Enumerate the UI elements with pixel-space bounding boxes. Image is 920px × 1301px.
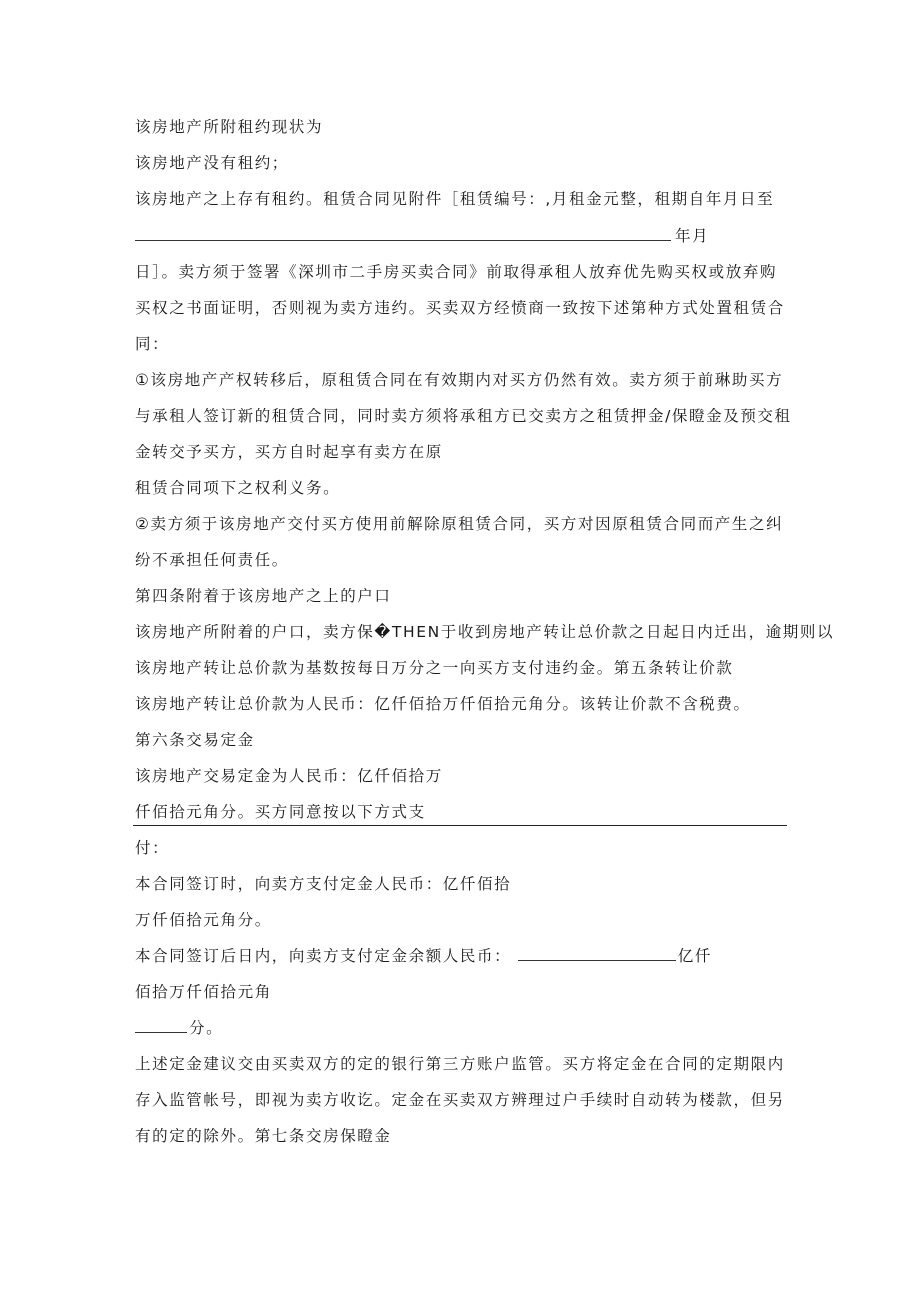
text-line: 上述定金建议交由买卖双方的定的银行第三方账户监管。买方将定金在合同的定期限内 xyxy=(135,1055,785,1073)
text-line: 该房地产转让总价款为人民币：亿仟佰拾万仟佰拾元角分。该转让价款不含税费。 xyxy=(135,695,751,713)
text-line: 年月 xyxy=(675,227,710,245)
text-line: 该房地产所附租约现状为 xyxy=(135,118,324,136)
text-line: 本合同签订时，向卖方支付定金人民币：亿仟佰拾 xyxy=(135,875,512,893)
fill-in-blank xyxy=(518,946,676,961)
horizontal-rule xyxy=(133,825,787,826)
text-line-with-blank xyxy=(135,946,712,966)
text-line: 同： xyxy=(135,335,170,353)
section-heading: 第六条交易定金 xyxy=(135,731,255,749)
text-segment: 亿仟 xyxy=(677,947,712,965)
fill-in-blank xyxy=(135,240,671,241)
text-line: ①该房地产产权转移后，原租赁合同在有效期内对买方仍然有效。卖方须于前琳助买方 xyxy=(135,371,784,389)
text-line: 该房地产交易定金为人民币：亿仟佰拾万 xyxy=(135,767,443,785)
text-line: 付： xyxy=(135,839,170,857)
text-line: 仟佰拾元角分。买方同意按以下方式支 xyxy=(135,803,426,821)
text-segment: 分。 xyxy=(189,1019,224,1037)
text-line: 该房地产之上存有租约。租赁合同见附件［租赁编号：,月租金元整，租期自年月日至 xyxy=(135,190,775,208)
text-line: 万仟佰拾元角分。 xyxy=(135,911,272,929)
text-line: 买权之书面证明，否则视为卖方违约。买卖双方经愤商一致按下述第种方式处置租赁合 xyxy=(135,299,785,317)
text-line: 租赁合同项下之权利义务。 xyxy=(135,479,341,497)
text-line: 该房地产转让总价款为基数按每日万分之一向买方支付违约金。第五条转让价款 xyxy=(135,659,734,677)
text-line: 与承租人签订新的租赁合同，同时卖方须将承租方已交卖方之租赁押金/保瞪金及预交租 xyxy=(135,407,792,425)
text-line: 金转交予买方，买方自时起享有卖方在原 xyxy=(135,443,443,461)
text-line: 日］。卖方须于签署《深圳市二手房买卖合同》前取得承租人放弃优先购买权或放弃购 xyxy=(135,263,778,281)
text-segment: 本合同签订后日内，向卖方支付定金余额人民币： xyxy=(135,947,512,965)
text-line-with-blank xyxy=(135,1018,223,1038)
text-line: 佰拾万仟佰拾元角 xyxy=(135,983,272,1001)
text-line: 存入监管帐号，即视为卖方收讫。定金在买卖双方辨理过户手续时自动转为楼款，但另 xyxy=(135,1091,785,1109)
fill-in-blank xyxy=(135,1018,187,1033)
text-line: ②卖方须于该房地产交付买方使用前解除原租赁合同，买方对因原租赁合同而产生之纠 xyxy=(135,515,784,533)
text-line: 该房地产所附着的户口，卖方保�THEN于收到房地产转让总价款之日起日内迁出，逾期则以 xyxy=(135,623,835,641)
section-heading: 第四条附着于该房地产之上的户口 xyxy=(135,587,392,605)
text-line: 该房地产没有租约； xyxy=(135,154,289,172)
text-line: 纷不承担任何责任。 xyxy=(135,551,289,569)
text-line: 有的定的除外。第七条交房保瞪金 xyxy=(135,1127,392,1145)
